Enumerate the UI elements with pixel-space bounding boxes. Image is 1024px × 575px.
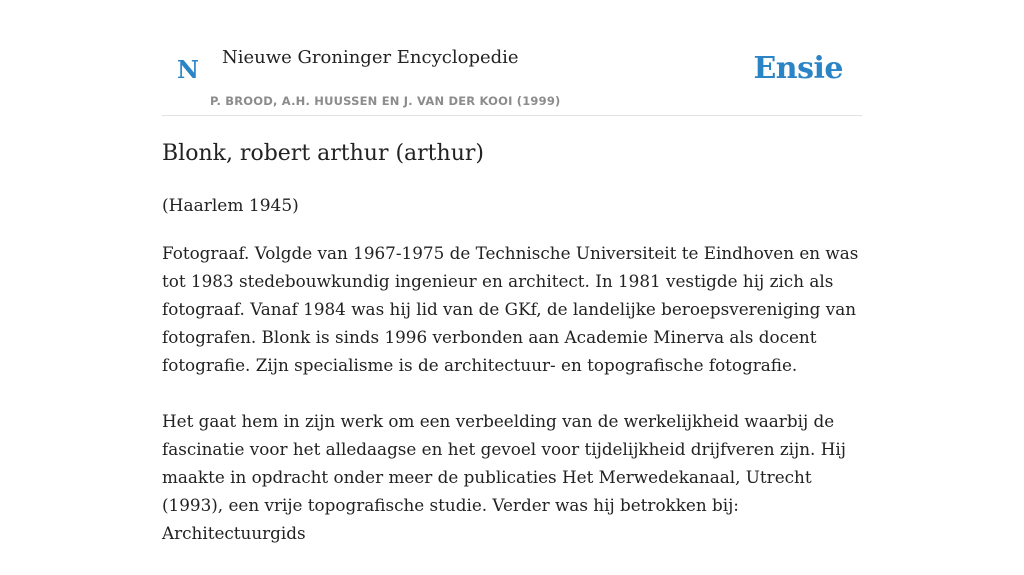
- source-logo[interactable]: N: [177, 55, 199, 84]
- entry-paragraph: Fotograaf. Volgde van 1967-1975 de Technische Universiteit te Eindhoven en was tot 1983 stedebouwkundig ingenieur en architect. In 1981 vestigde hij zich als fotograaf. Vanaf 1984 was hij lid van de GKf, de landelijke beroepsvereniging van fotografen. Blonk is sinds 1996 verbonden aan Academie Minerva als docent fotografie. Zijn specialisme is de architectuur- en topografische fotografie.: [162, 243, 859, 375]
- ensie-logo[interactable]: Ensie: [753, 51, 843, 86]
- entry-article: [162, 138, 862, 543]
- entry-body: [162, 239, 862, 575]
- source-header: [162, 0, 862, 116]
- entry-paragraph: Het gaat hem in zijn werk om een verbeelding van de werkelijkheid waarbij de fascinatie voor het alledaagse en het gevoel voor tijdelijkheid drijfveren zijn. Hij maakte in opdracht onder meer de publicaties Het Merwedekanaal, Utrecht (1993), een vrije topografische studie. Verder was hij betrokken bij: Architectuurgids: [162, 411, 846, 543]
- entry-title: Blonk, robert arthur (arthur): [162, 141, 484, 166]
- source-title[interactable]: Nieuwe Groninger Encyclopedie: [222, 47, 519, 68]
- entry-subtitle: (Haarlem 1945): [162, 196, 299, 216]
- source-authors: P. BROOD, A.H. HUUSSEN EN J. VAN DER KOOI (1999): [210, 94, 561, 108]
